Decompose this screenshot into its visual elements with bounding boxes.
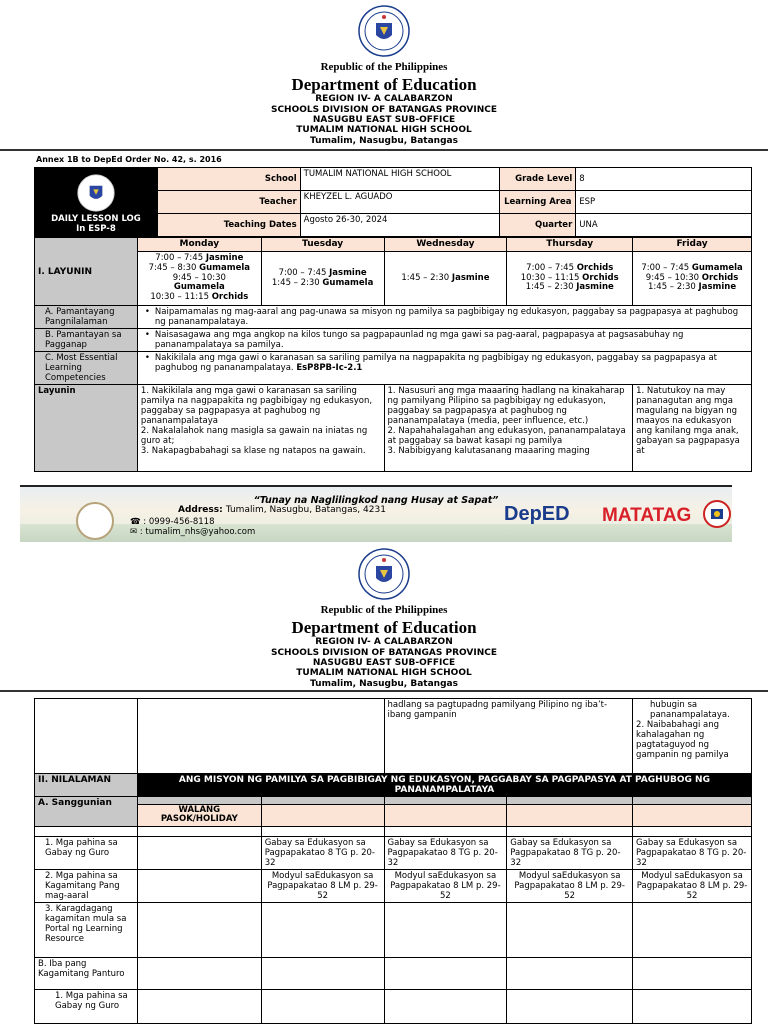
layunin-monday: 1. Nakikilala ang mga gawi o karanasan sa sariling pamilya na nagpapakita ng pagbibigay ng edukasyon, paggabay sa pagpapasya at paghubog ng pananampalataya 2. Nakalalahok nang masigla sa gawain na iniatas ng guro at; 3. Nakapagbabahagi sa klase ng natapos na gawain. bbox=[137, 385, 384, 472]
gabay-mon bbox=[137, 837, 261, 870]
deped-seal-icon bbox=[74, 173, 118, 213]
schedule-wednesday bbox=[384, 252, 507, 306]
mga-pahina-label: 1. Mga pahina sa Gabay ng Guro bbox=[35, 990, 138, 1024]
pagganap-text: • Naisasagawa ang mga angkop na kilos tungo sa pagpapaunlad ng mga gawi sa pag-aaral, pagpapasya at pagsasabuhay ng pananampalataya sa pamilya. bbox=[137, 329, 751, 352]
pagganap-label: B. Pamantayan sa Pagganap bbox=[35, 329, 138, 352]
empty-cell bbox=[507, 903, 633, 958]
footer-banner bbox=[20, 485, 732, 542]
empty-cell bbox=[137, 958, 261, 990]
sanggunian-thu bbox=[507, 805, 633, 827]
schedule-line: 9:45 – 10:30 Orchids bbox=[645, 272, 739, 283]
schedule-line: 1:45 – 2:30 Jasmine bbox=[525, 282, 614, 293]
empty-cell bbox=[633, 903, 752, 958]
division-line: SCHOOLS DIVISION OF BATANGAS PROVINCE bbox=[270, 647, 498, 658]
schedule-tuesday bbox=[261, 252, 384, 306]
empty-cell bbox=[384, 958, 507, 990]
empty-cell bbox=[507, 958, 633, 990]
empty-cell bbox=[384, 990, 507, 1024]
region-line: REGION IV- A CALABARZON bbox=[315, 94, 453, 105]
kagamitan-label: 2. Mga pahina sa Kagamitang Pang mag-aaral bbox=[35, 870, 138, 903]
bagong-pilipinas-icon bbox=[702, 499, 732, 529]
sanggunian-thu-top bbox=[507, 797, 633, 805]
karagdagang-label: 3. Karagdagang kagamitan mula sa Portal ng Learning Resource bbox=[35, 903, 138, 958]
area-label: Learning Area bbox=[500, 191, 576, 214]
day-friday: Friday bbox=[633, 238, 752, 252]
pamantayang-text: • Naipamamalas ng mag-aaral ang pag-unawa sa misyon ng pamilya sa pagbibigay ng edukasyon, paggabay sa pagpapasya at paghubog ng pananampalataya. bbox=[137, 306, 751, 329]
sanggunian-wed-top bbox=[384, 797, 507, 805]
matatag-logo: MATATAG bbox=[602, 505, 692, 526]
modyul-wed: Modyul saEdukasyon sa Pagpapakatao 8 LM p. 29-52 bbox=[384, 870, 507, 903]
empty-cell bbox=[137, 990, 261, 1024]
dates-label: Teaching Dates bbox=[157, 214, 300, 237]
footer-address: Address: Tumalim, Nasugbu, Batangas, 4231 bbox=[178, 505, 386, 515]
republic-heading: Republic of the Philippines bbox=[320, 604, 448, 616]
empty-cell bbox=[261, 990, 384, 1024]
republic-heading: Republic of the Philippines bbox=[320, 61, 448, 73]
school-value: TUMALIM NATIONAL HIGH SCHOOL bbox=[300, 168, 500, 191]
lesson-table-continued bbox=[34, 698, 752, 1024]
footer-phone: ☎ : 0999-456-8118 bbox=[130, 517, 215, 527]
suboffice-line: NASUGBU EAST SUB-OFFICE bbox=[312, 114, 456, 125]
sanggunian-fri bbox=[633, 805, 752, 827]
modyul-fri: Modyul saEdukasyon sa Pagpapakatao 8 LM p. 29-52 bbox=[633, 870, 752, 903]
schedule-line: 1:45 – 2:30 Jasmine bbox=[401, 272, 490, 283]
schedule-line: 7:00 – 7:45 Jasmine bbox=[278, 267, 367, 278]
cont-label-cell bbox=[35, 699, 138, 774]
sanggunian-fri-top bbox=[633, 797, 752, 805]
spacer-cell bbox=[137, 827, 261, 837]
deped-seal-icon bbox=[358, 5, 410, 57]
empty-cell bbox=[261, 903, 384, 958]
cont-left-cell bbox=[137, 699, 384, 774]
pamantayang-label: A. Pamantayang Pangnilalaman bbox=[35, 306, 138, 329]
layunin-friday: 1. Natutukoy na may pananagutan ang mga magulang na bigyan ng maayos na edukasyon ang kanilang mga anak, gabayan sa pagpapasya at bbox=[633, 385, 752, 472]
layunin-row-label: Layunin bbox=[35, 385, 138, 472]
nilalaman-text: ANG MISYON NG PAMILYA SA PAGBIBIGAY NG EDUKASYON, PAGGABAY SA PAGPAPASYA AT PAGHUBOG NG PANANAMPALATAYA bbox=[137, 774, 751, 797]
suboffice-line: NASUGBU EAST SUB-OFFICE bbox=[312, 657, 456, 668]
day-wednesday: Wednesday bbox=[384, 238, 507, 252]
cont-right-cell: hubugin sa pananampalataya. 2. Naibabahagi ang kahalagahan ng pagtataguyod ng gampanin ng pamilya bbox=[633, 699, 752, 774]
spacer-cell bbox=[507, 827, 633, 837]
modyul-tue: Modyul saEdukasyon sa Pagpapakatao 8 LM p. 29-52 bbox=[261, 870, 384, 903]
location-line: Tumalim, Nasugbu, Batangas bbox=[310, 135, 458, 146]
layunin-wednesday: 1. Nasusuri ang mga maaaring hadlang na kinakaharap ng pamilyang Pilipino sa pagbibigay ng edukasyon, paggabay sa pagpapasya at paghubog ng pananampalataya (media, peer influence, etc.) 2. Napahahalagahan ang edukasyon, pananampalataya at paggabay sa bawat kasapi ng pamilya 3. Nabibigyang kalutasanang maaaring maging bbox=[384, 385, 633, 472]
schedule-line: 10:30 – 11:15 Orchids bbox=[150, 292, 249, 303]
empty-cell bbox=[261, 958, 384, 990]
dll-line1: DAILY LESSON LOG bbox=[51, 213, 141, 224]
region-line: REGION IV- A CALABARZON bbox=[315, 637, 453, 648]
day-monday: Monday bbox=[137, 238, 261, 252]
school-logo-icon bbox=[76, 502, 114, 540]
schedule-line: 7:00 – 7:45 Jasmine bbox=[155, 253, 244, 264]
gabay-thu: Gabay sa Edukasyon sa Pagpapakatao 8 TG p. 20-32 bbox=[507, 837, 633, 870]
header-divider bbox=[0, 149, 768, 151]
teacher-label: Teacher bbox=[157, 191, 300, 214]
dll-line2: In ESP-8 bbox=[76, 223, 116, 234]
walang-pasok: WALANG PASOK/HOLIDAY bbox=[137, 805, 261, 827]
dll-title bbox=[35, 168, 158, 237]
division-line: SCHOOLS DIVISION OF BATANGAS PROVINCE bbox=[270, 104, 498, 115]
day-thursday: Thursday bbox=[507, 238, 633, 252]
schedule-line: Gumamela bbox=[173, 282, 225, 293]
annex-note: Annex 1B to DepEd Order No. 42, s. 2016 bbox=[36, 155, 222, 164]
school-line: TUMALIM NATIONAL HIGH SCHOOL bbox=[296, 668, 472, 679]
deped-logo: DepED bbox=[504, 503, 570, 525]
day-tuesday: Tuesday bbox=[261, 238, 384, 252]
header-divider bbox=[0, 690, 768, 692]
gabay-tue: Gabay sa Edukasyon sa Pagpapakatao 8 TG p. 20-32 bbox=[261, 837, 384, 870]
school-label: School bbox=[157, 168, 300, 191]
footer-email: ✉ : tumalim_nhs@yahoo.com bbox=[130, 527, 256, 537]
empty-cell bbox=[507, 990, 633, 1024]
modyul-mon bbox=[137, 870, 261, 903]
sanggunian-tue-top bbox=[261, 797, 384, 805]
grade-value: 8 bbox=[576, 168, 752, 191]
spacer-cell bbox=[261, 827, 384, 837]
schedule-line: 10:30 – 11:15 Orchids bbox=[520, 272, 619, 283]
letterhead-top bbox=[0, 5, 768, 146]
melc-text: • Nakikilala ang mga gawi o karanasan sa sariling pamilya na nagpapakita ng pagbibigay ng edukasyon, paggabay sa pagpapasya at paghubog ng pananampalataya. EsP8PB-Ic-2.1 bbox=[137, 352, 751, 385]
spacer-cell bbox=[633, 827, 752, 837]
nilalaman-label: II. NILALAMAN bbox=[35, 774, 138, 797]
location-line: Tumalim, Nasugbu, Batangas bbox=[310, 678, 458, 689]
schedule-monday bbox=[137, 252, 261, 306]
letterhead-page2 bbox=[0, 548, 768, 689]
schedule-line: 7:00 – 7:45 Orchids bbox=[526, 262, 614, 273]
modyul-thu: Modyul saEdukasyon sa Pagpapakatao 8 LM p. 29-52 bbox=[507, 870, 633, 903]
schedule-thursday bbox=[507, 252, 633, 306]
sanggunian-tue bbox=[261, 805, 384, 827]
empty-cell bbox=[633, 958, 752, 990]
deped-seal-icon bbox=[358, 548, 410, 600]
grade-label: Grade Level bbox=[500, 168, 576, 191]
teacher-value: KHEYZEL L. AGUADO bbox=[300, 191, 500, 214]
sanggunian-mon-top bbox=[137, 797, 261, 805]
empty-cell bbox=[137, 903, 261, 958]
schedule-line: 1:45 – 2:30 Jasmine bbox=[648, 282, 737, 293]
area-value: ESP bbox=[576, 191, 752, 214]
lesson-table bbox=[34, 237, 752, 472]
schedule-line: 1:45 – 2:30 Gumamela bbox=[271, 277, 374, 288]
quarter-value: UNA bbox=[576, 214, 752, 237]
schedule-friday bbox=[633, 252, 752, 306]
schedule-line: 7:45 – 8:30 Gumamela bbox=[148, 262, 251, 273]
empty-cell bbox=[384, 903, 507, 958]
empty-cell bbox=[633, 990, 752, 1024]
spacer-cell bbox=[35, 827, 138, 837]
cont-mid-cell: hadlang sa pagtupadng pamilyang Pilipino ng iba’t-ibang gampanin bbox=[384, 699, 633, 774]
gabay-fri: Gabay sa Edukasyon sa Pagpapakatao 8 TG p. 20-32 bbox=[633, 837, 752, 870]
sanggunian-label: A. Sanggunian bbox=[35, 797, 138, 827]
gabay-guro-label: 1. Mga pahina sa Gabay ng Guro bbox=[35, 837, 138, 870]
school-line: TUMALIM NATIONAL HIGH SCHOOL bbox=[296, 125, 472, 136]
gabay-wed: Gabay sa Edukasyon sa Pagpapakatao 8 TG p. 20-32 bbox=[384, 837, 507, 870]
quarter-label: Quarter bbox=[500, 214, 576, 237]
department-heading: Department of Education bbox=[291, 74, 477, 94]
iba-pang-label: B. Iba pang Kagamitang Panturo bbox=[35, 958, 138, 990]
melc-label: C. Most Essential Learning Competencies bbox=[35, 352, 138, 385]
footer-quote: “Tunay na Naglilingkod nang Husay at Sapat” bbox=[253, 495, 499, 506]
schedule-line: 7:00 – 7:45 Gumamela bbox=[641, 262, 743, 273]
dll-info-table bbox=[34, 167, 752, 237]
department-heading: Department of Education bbox=[291, 617, 477, 637]
dates-value: Agosto 26-30, 2024 bbox=[300, 214, 500, 237]
layunin-heading: I. LAYUNIN bbox=[35, 238, 138, 306]
sanggunian-wed bbox=[384, 805, 507, 827]
spacer-cell bbox=[384, 827, 507, 837]
schedule-line: 9:45 – 10:30 bbox=[172, 272, 226, 283]
